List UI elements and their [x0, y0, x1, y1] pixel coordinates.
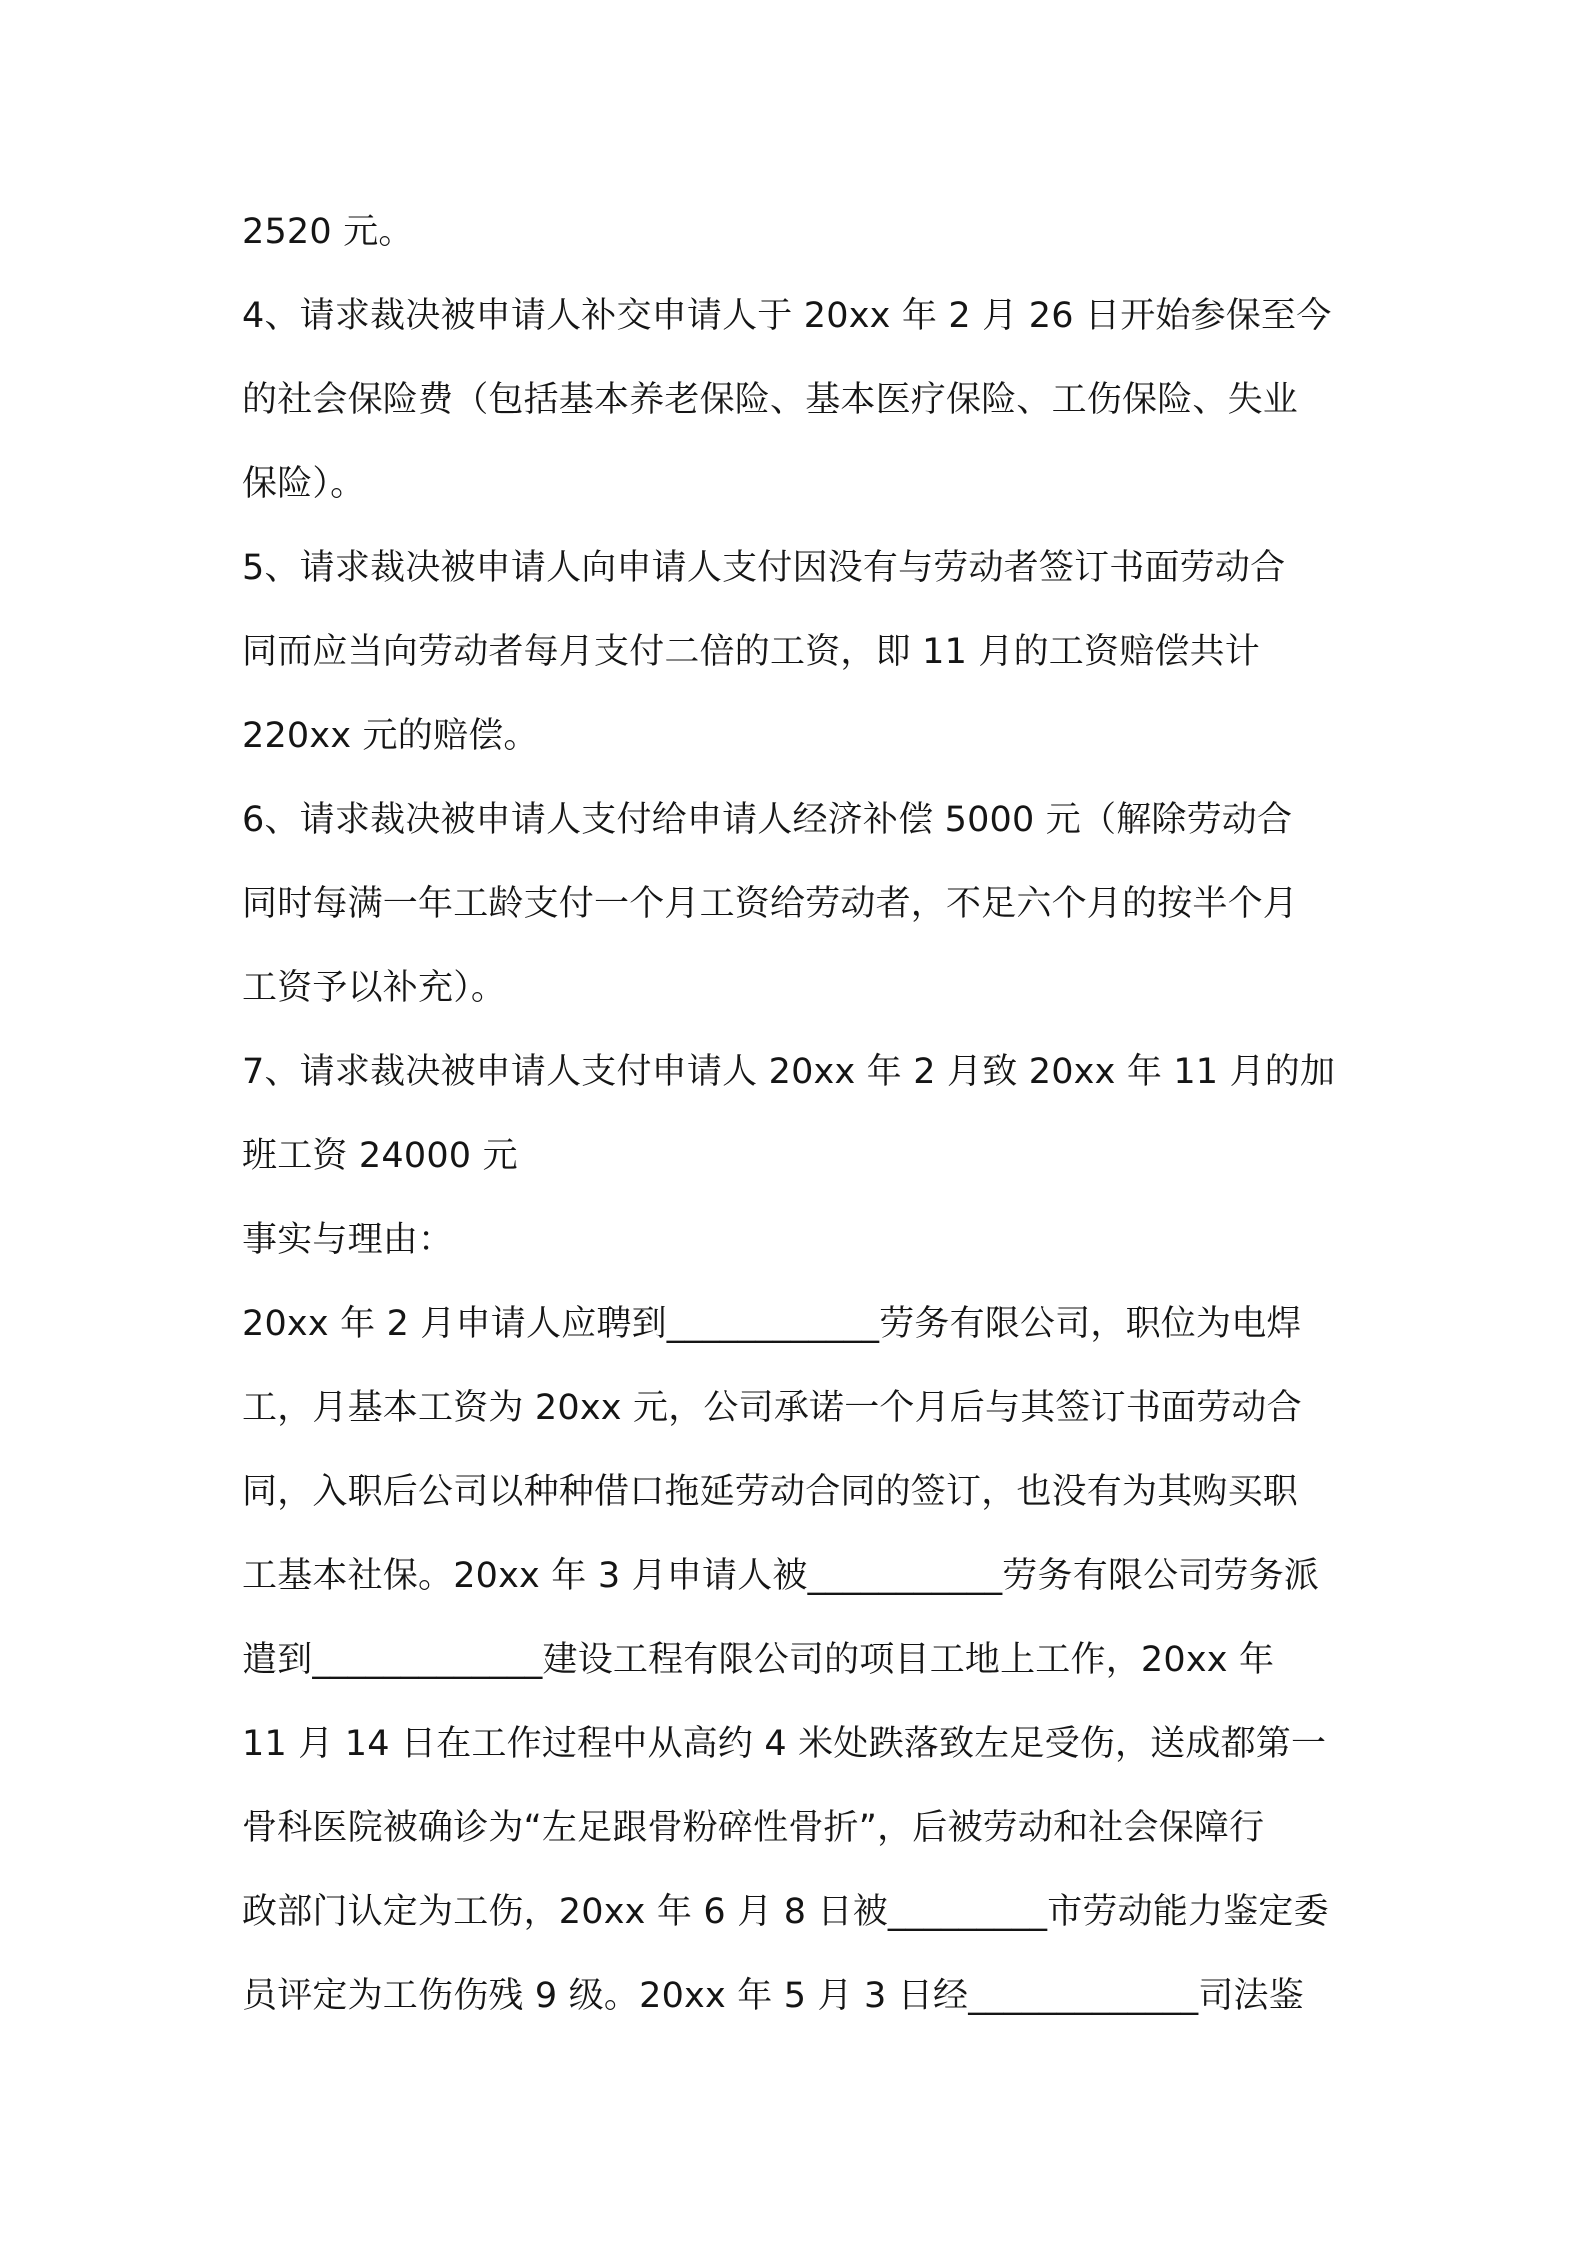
text-line: 工基本社保。20xx 年 3 月申请人被___________劳务有限公司劳务派	[242, 1556, 1320, 1596]
text-line: 同，入职后公司以种种借口拖延劳动合同的签订，也没有为其购买职	[242, 1472, 1299, 1512]
text-line: 20xx 年 2 月申请人应聘到____________劳务有限公司，职位为电焊	[242, 1304, 1302, 1344]
text-line: 遣到_____________建设工程有限公司的项目工地上工作，20xx 年	[242, 1640, 1275, 1680]
text-line: 政部门认定为工伤，20xx 年 6 月 8 日被_________市劳动能力鉴定委	[242, 1892, 1329, 1932]
text-line: 保险）。	[242, 464, 366, 504]
section-heading: 事实与理由：	[242, 1220, 454, 1260]
text-line: 2520 元。	[242, 212, 414, 252]
text-line: 同而应当向劳动者每月支付二倍的工资，即 11 月的工资赔偿共计	[242, 632, 1260, 672]
text-line: 11 月 14 日在工作过程中从高约 4 米处跌落致左足受伤，送成都第一	[242, 1724, 1327, 1764]
text-line: 的社会保险费（包括基本养老保险、基本医疗保险、工伤保险、失业	[242, 380, 1299, 420]
text-line: 工资予以补充）。	[242, 968, 507, 1008]
text-line: 5、请求裁决被申请人向申请人支付因没有与劳动者签订书面劳动合	[242, 548, 1286, 588]
text-line: 6、请求裁决被申请人支付给申请人经济补偿 5000 元（解除劳动合	[242, 800, 1293, 840]
document-body	[242, 190, 1362, 2038]
text-line: 4、请求裁决被申请人补交申请人于 20xx 年 2 月 26 日开始参保至今	[242, 296, 1332, 336]
text-line: 同时每满一年工龄支付一个月工资给劳动者，不足六个月的按半个月	[242, 884, 1299, 924]
text-line: 班工资 24000 元	[242, 1136, 518, 1176]
text-line: 骨科医院被确诊为“左足跟骨粉碎性骨折”，后被劳动和社会保障行	[242, 1808, 1265, 1848]
text-line: 220xx 元的赔偿。	[242, 716, 539, 756]
text-line: 员评定为工伤伤残 9 级。20xx 年 5 月 3 日经_____________司法鉴	[242, 1976, 1304, 2016]
text-line: 工，月基本工资为 20xx 元，公司承诺一个月后与其签订书面劳动合	[242, 1388, 1302, 1428]
text-line: 7、请求裁决被申请人支付申请人 20xx 年 2 月致 20xx 年 11 月的加	[242, 1052, 1336, 1092]
